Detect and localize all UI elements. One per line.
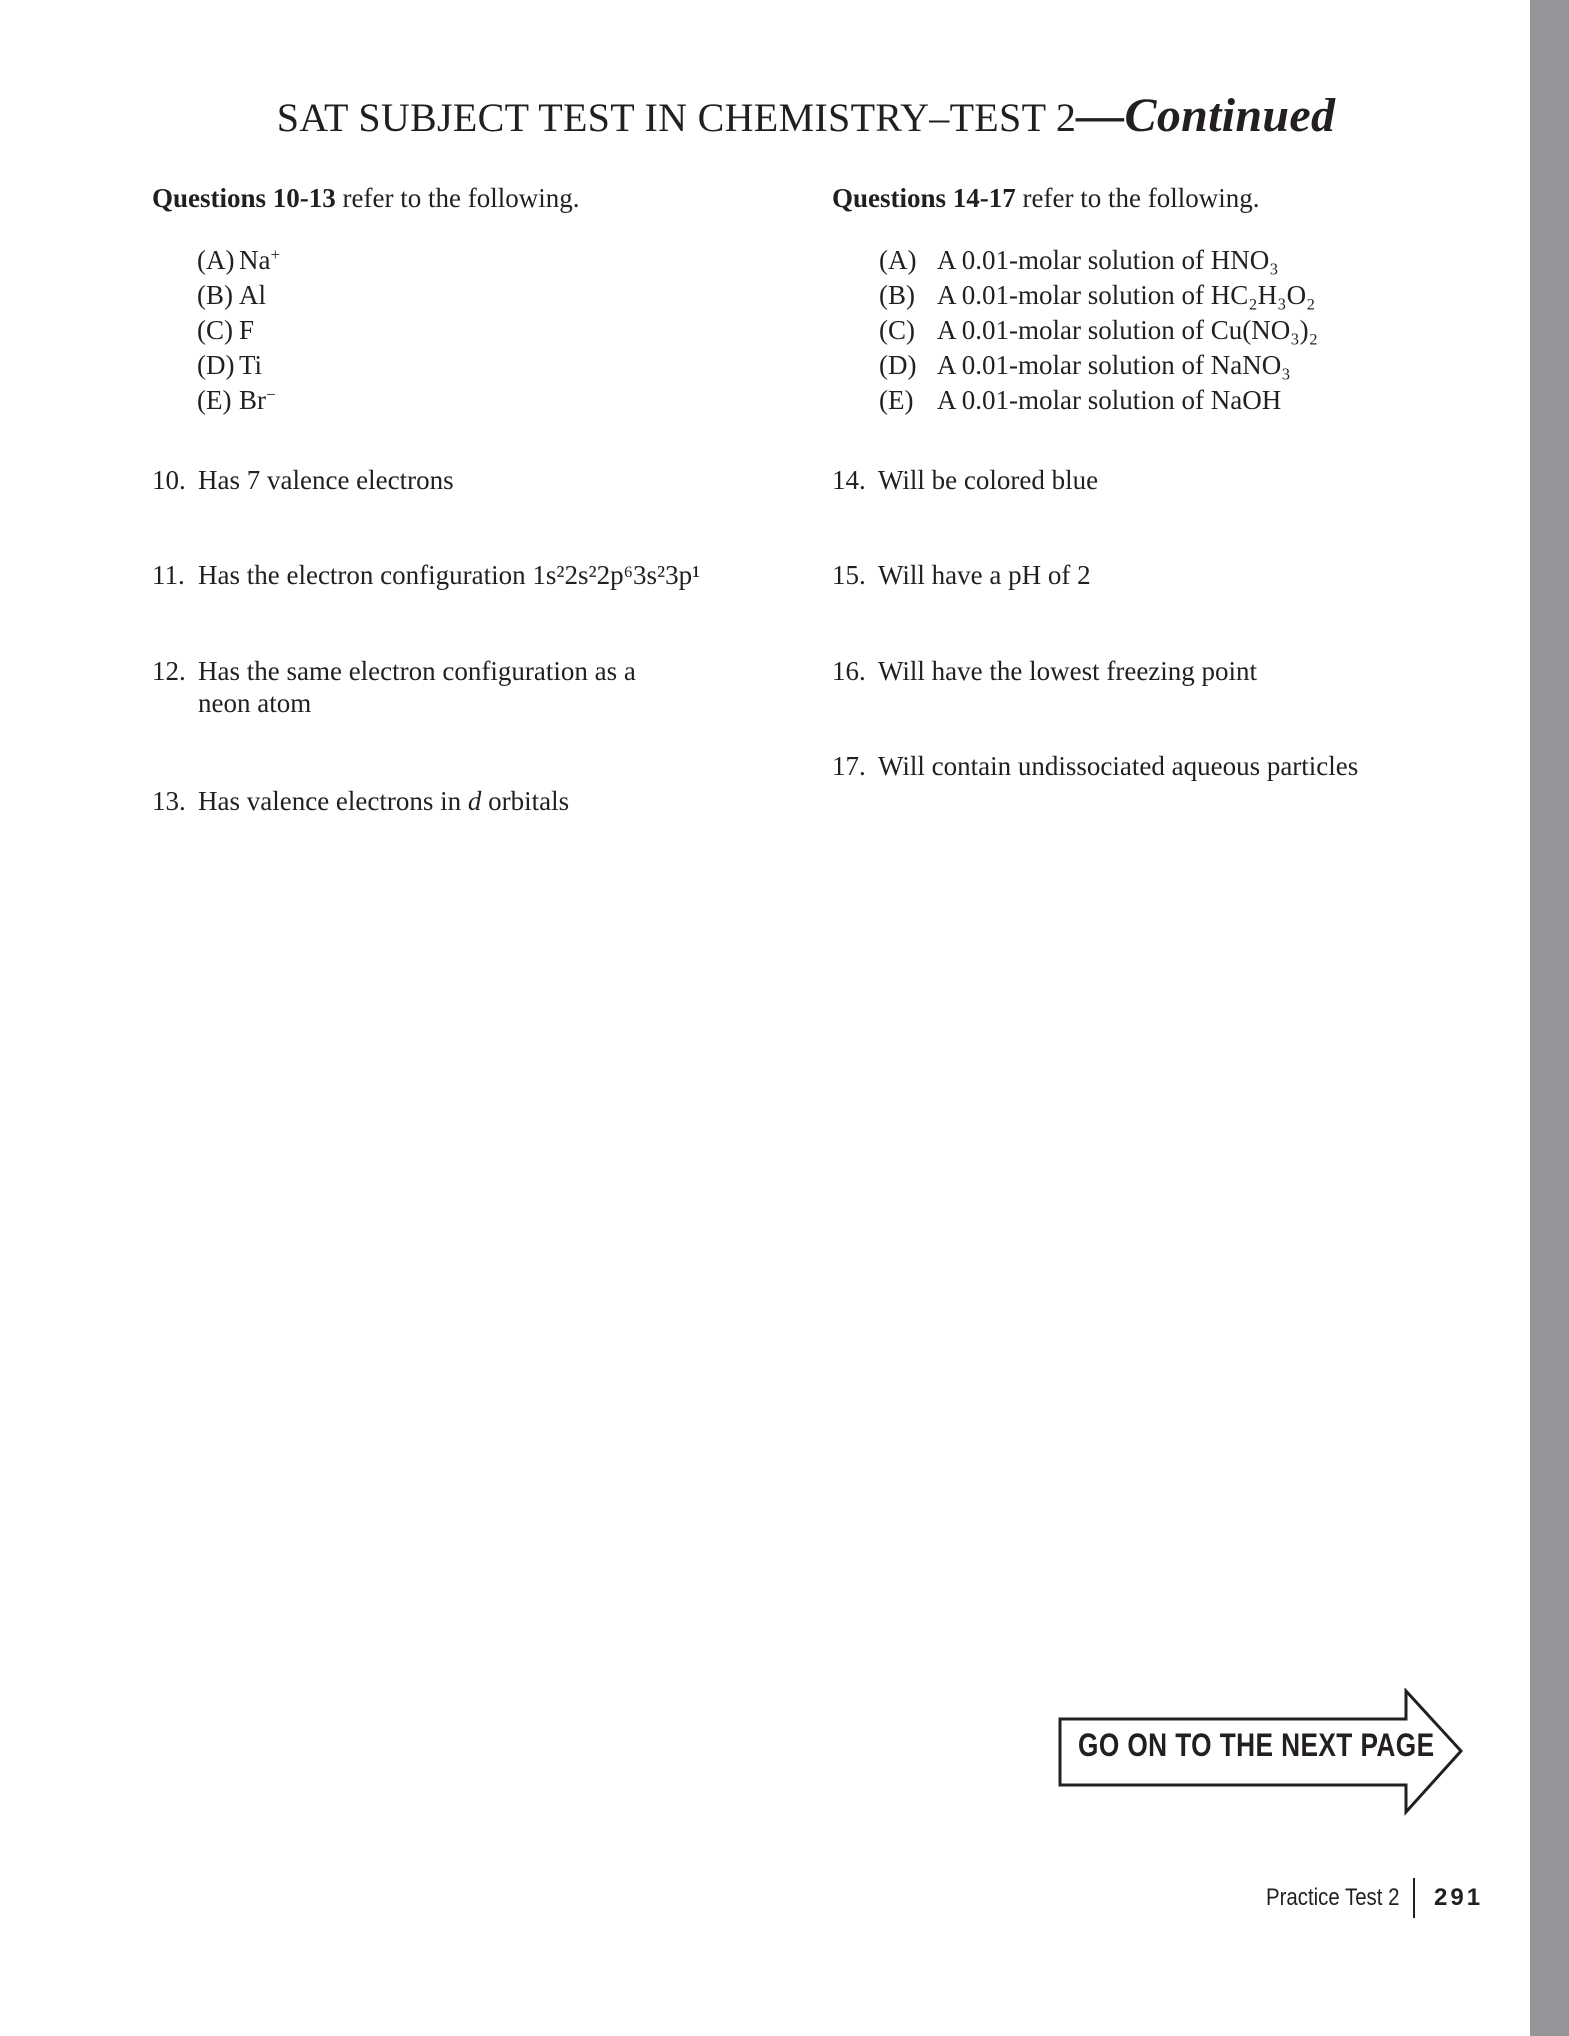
left-option-a: (A) Na+ xyxy=(197,245,281,275)
page-title xyxy=(0,88,1569,143)
left-option-c: (C) F xyxy=(197,315,255,345)
right-intro: Questions 14-17 refer to the following. xyxy=(832,183,1260,213)
question-10: 10. Has 7 valence electrons xyxy=(152,465,454,495)
footer-label: Practice Test 2 xyxy=(1266,1884,1400,1911)
next-page-label: GO ON TO THE NEXT PAGE xyxy=(1078,1727,1435,1763)
question-12: 12. Has the same electron configuration as a neon atom xyxy=(152,656,636,718)
question-13: 13. Has valence electrons in d orbitals xyxy=(152,786,570,816)
left-option-d: (D) Ti xyxy=(197,350,263,380)
title-continued: —Continued xyxy=(1076,89,1336,142)
question-16: 16. Will have the lowest freezing point xyxy=(832,656,1258,686)
page-number: 291 xyxy=(1434,1884,1484,1911)
right-option-c: (C) A 0.01-molar solution of Cu(NO₃)₂ xyxy=(879,315,1319,345)
footer-divider xyxy=(1413,1878,1415,1918)
title-text: SAT SUBJECT TEST IN CHEMISTRY–TEST 2 xyxy=(276,95,1077,140)
left-option-b: (B) Al xyxy=(197,280,266,310)
question-14: 14. Will be colored blue xyxy=(832,465,1099,495)
left-option-e: (E) Br− xyxy=(197,385,276,415)
right-option-e: (E) A 0.01-molar solution of NaOH xyxy=(879,385,1282,415)
right-option-a: (A) A 0.01-molar solution of HNO₃ xyxy=(879,245,1279,275)
right-option-b: (B) A 0.01-molar solution of HC₂H₃O₂ xyxy=(879,280,1316,310)
right-option-d: (D) A 0.01-molar solution of NaNO₃ xyxy=(879,350,1291,380)
question-11: 11. Has the electron configuration 1s²2s²2p⁶3s²3p¹ xyxy=(152,560,701,590)
question-15: 15. Will have a pH of 2 xyxy=(832,560,1091,590)
question-17: 17. Will contain undissociated aqueous particles xyxy=(832,751,1359,781)
page-edge-tab xyxy=(1530,0,1569,2036)
left-intro: Questions 10-13 refer to the following. xyxy=(152,183,580,213)
